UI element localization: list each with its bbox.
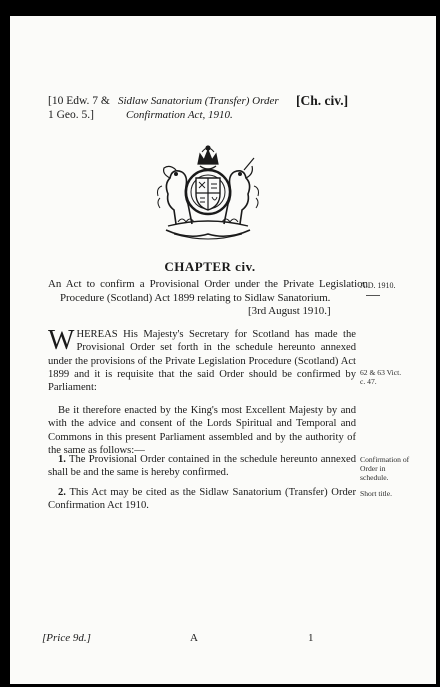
enacting-formula: Be it therefore enacted by the King's most Excellent Majesty by and with the advice and consent of the Lords Spiritual and Temporal and Commons in this present Parliament assembled and by the authority of the same as follows:— <box>48 405 356 456</box>
running-title <box>118 94 298 122</box>
long-title <box>48 278 368 305</box>
signature-mark: A <box>190 632 198 644</box>
section-1-number: 1. <box>58 454 66 465</box>
page-number: 1 <box>308 632 314 644</box>
preamble-text: HEREAS His Majesty's Secretary for Scotland has made the Provisional Order set forth in the schedule hereunto annexed under the provisions of the Private Legislation Procedure (Scotland) Act 1899 and it is requisite that the said Order should be confirmed by Parliament: <box>48 329 356 394</box>
document-page <box>10 16 436 684</box>
preamble-dropcap: W <box>48 325 75 356</box>
long-title-text: An Act to confirm a Provisional Order under the Private Legislation Procedure (Scotland) Act 1899 relating to Sidlaw Sanatorium. <box>48 278 368 304</box>
margin-section-1: Confirmation of Order in schedule. <box>360 455 410 482</box>
section-1-text: The Provisional Order contained in the schedule hereunto annexed shall be and the same is hereby confirmed. <box>48 454 357 479</box>
regnal-year <box>48 94 110 122</box>
running-title-line1: Sidlaw Sanatorium (Transfer) Order <box>118 95 279 107</box>
preamble <box>48 325 356 394</box>
chapter-reference: [Ch. civ.] <box>296 93 349 108</box>
regnal-year-line1: [10 Edw. 7 & <box>48 95 110 107</box>
section-2 <box>48 486 356 513</box>
section-1 <box>48 453 356 480</box>
margin-rule <box>366 295 380 296</box>
margin-year: A.D. 1910. <box>360 281 396 290</box>
regnal-year-line2: 1 Geo. 5.] <box>48 109 94 121</box>
royal-coat-of-arms-icon <box>148 144 268 248</box>
section-2-number: 2. <box>58 487 66 498</box>
assent-date: [3rd August 1910.] <box>248 305 331 317</box>
margin-citation: 62 & 63 Vict. c. 47. <box>360 368 402 386</box>
section-2-text: This Act may be cited as the Sidlaw Sanatorium (Transfer) Order Confirmation Act 1910. <box>48 487 356 512</box>
chapter-heading: CHAPTER civ. <box>164 259 256 274</box>
price: [Price 9d.] <box>42 632 91 644</box>
running-title-line2: Confirmation Act, 1910. <box>126 109 233 121</box>
margin-section-2: Short title. <box>360 489 393 498</box>
